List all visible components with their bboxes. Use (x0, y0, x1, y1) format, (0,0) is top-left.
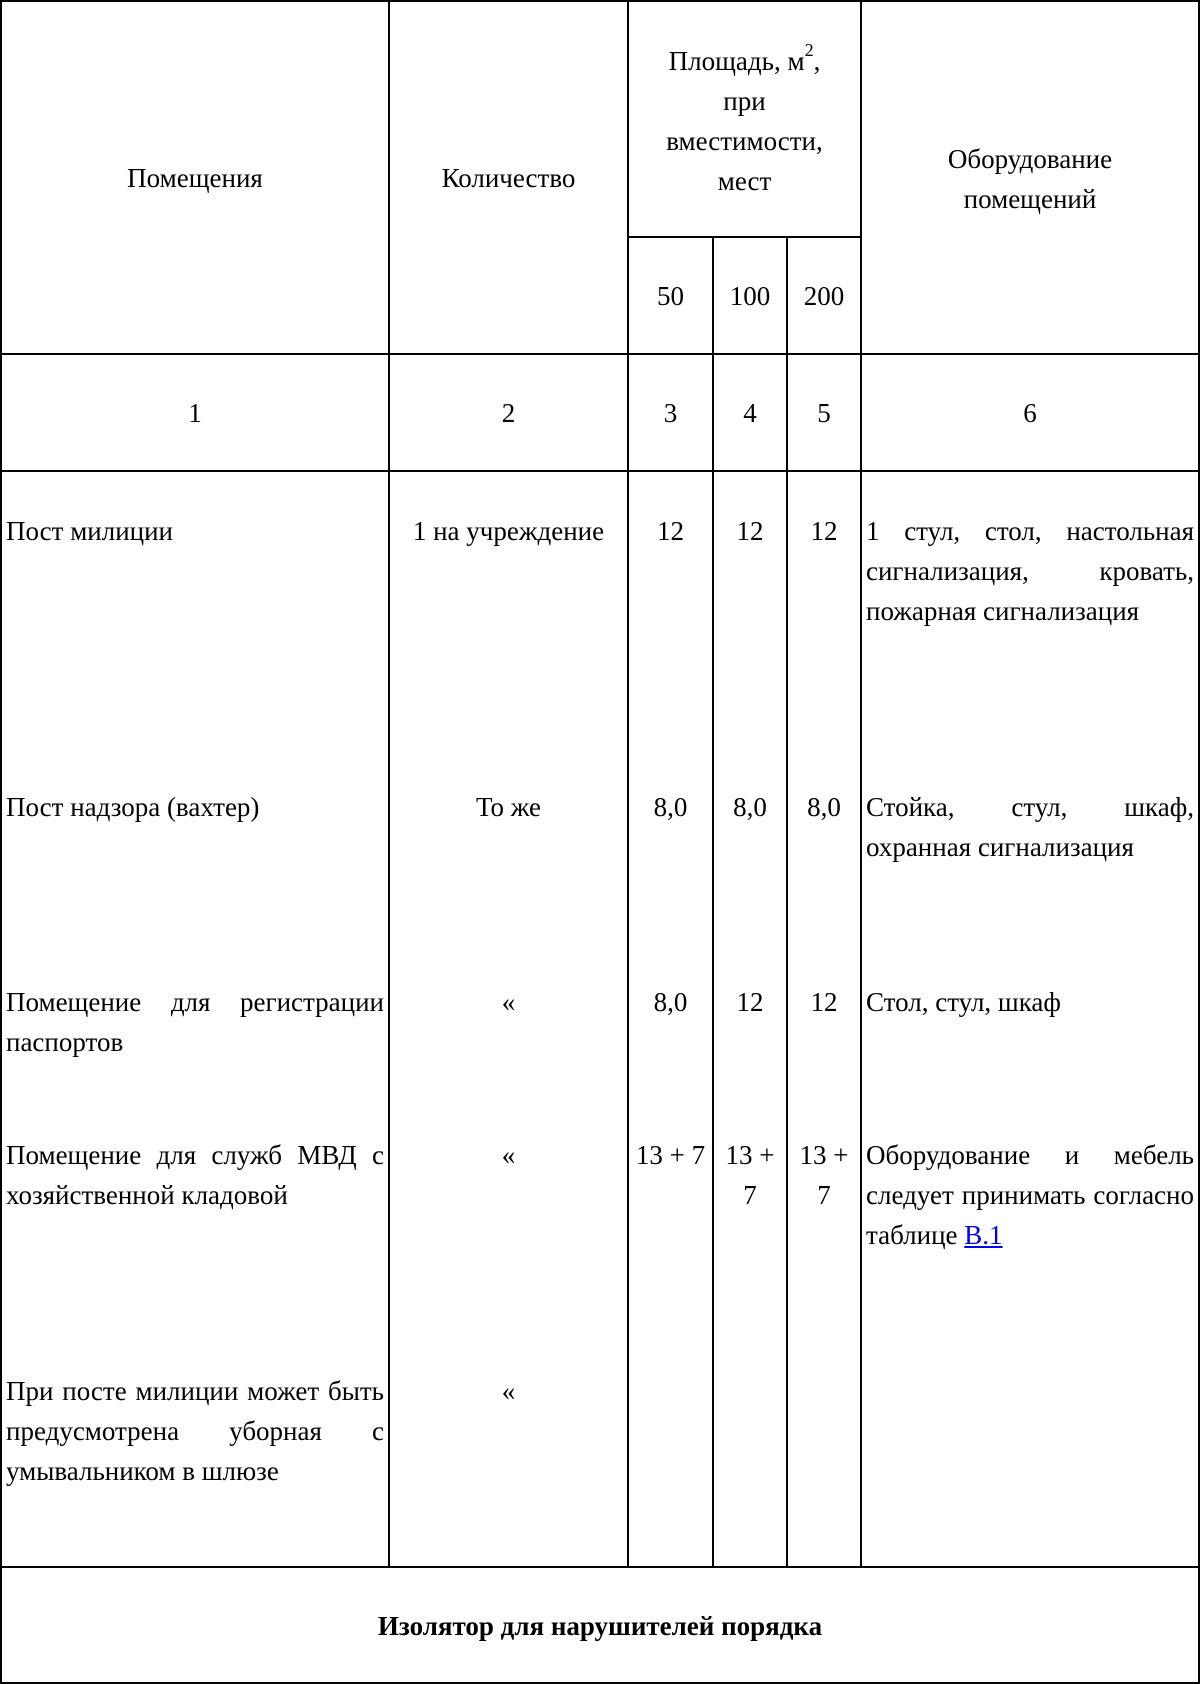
table-border-left (0, 0, 2, 1684)
column-number-6: 6 (1023, 398, 1037, 428)
column-number-4: 4 (743, 398, 757, 428)
row-4-room: Помещение для служб МВД с хозяйственной кладовой (6, 1140, 384, 1210)
row-3-area-100: 12 (736, 987, 764, 1017)
table-v1-link[interactable]: В.1 (964, 1220, 1003, 1250)
row-1-room: Пост милиции (6, 516, 174, 546)
col-divider-2 (627, 0, 629, 1568)
row-3-area-200: 12 (810, 987, 838, 1017)
row-1-equipment: 1 стул, стол, настольная сигнализация, кровать, пожарная сигнализация (866, 516, 1194, 626)
header-quantity: Количество (441, 163, 576, 193)
row-5-room: При посте милиции может быть предусмотрена уборная с умывальником в шлюзе (6, 1376, 384, 1486)
row-2-area-100: 8,0 (733, 792, 767, 822)
header-equipment-line-2: помещений (963, 184, 1097, 214)
header-area-line-3: вместимости, (666, 126, 823, 156)
row-4-equipment (866, 1135, 1194, 1255)
row-4-area-100: 13 + 7 (725, 1140, 775, 1210)
column-number-3: 3 (663, 398, 678, 428)
header-capacity-50: 50 (657, 281, 684, 311)
row-3-room: Помещение для регистрации паспортов (6, 987, 384, 1057)
row-4-area-200: 13 + 7 (799, 1140, 849, 1210)
row-2-equipment: Стойка, стул, шкаф, охранная сигнализация (866, 792, 1194, 862)
row-1-area-50: 12 (657, 516, 684, 546)
row-3-quantity: « (501, 987, 516, 1017)
header-area-line-4: мест (717, 166, 772, 196)
row-4-equipment-text: Оборудование и мебель следует принимать согласно таблице (866, 1140, 1194, 1250)
row-4-area-50: 13 + 7 (635, 1140, 706, 1170)
row-2-quantity: То же (476, 792, 541, 822)
column-numbers-bottom-border (0, 470, 1200, 472)
row-5-quantity: « (501, 1376, 516, 1406)
row-1-quantity: 1 на учреждение (412, 516, 605, 546)
col-divider-3 (712, 236, 714, 1568)
header-area-group (629, 41, 860, 201)
col-divider-4 (786, 236, 788, 1568)
row-2-area-50: 8,0 (653, 792, 688, 822)
body-bottom-border (0, 1566, 1200, 1568)
row-2-area-200: 8,0 (807, 792, 841, 822)
row-2-room: Пост надзора (вахтер) (6, 792, 260, 822)
table-border-top (0, 0, 1200, 2)
row-3-equipment: Стол, стул, шкаф (866, 987, 1061, 1017)
header-capacity-200: 200 (803, 281, 845, 311)
column-number-2: 2 (501, 398, 516, 428)
column-number-5: 5 (817, 398, 831, 428)
header-area-line-1: Площадь, $м^2$, (668, 40, 821, 76)
header-area-line-2: при (723, 86, 766, 116)
header-equipment-line-1: Оборудование (947, 144, 1113, 174)
header-capacity-100: 100 (729, 281, 771, 311)
row-3-area-50: 8,0 (653, 987, 688, 1017)
row-4-quantity: « (501, 1140, 516, 1170)
row-1-area-100: 12 (736, 516, 764, 546)
header-equipment (862, 139, 1198, 219)
area-subheader-divider (627, 236, 861, 238)
section-title: Изолятор для нарушителей порядка (377, 1611, 823, 1641)
header-rooms: Помещения (127, 163, 263, 193)
row-1-area-200: 12 (810, 516, 838, 546)
column-number-1: 1 (188, 398, 202, 428)
header-bottom-border (0, 353, 1200, 355)
col-divider-1 (388, 0, 390, 1568)
col-divider-5 (860, 0, 862, 1568)
